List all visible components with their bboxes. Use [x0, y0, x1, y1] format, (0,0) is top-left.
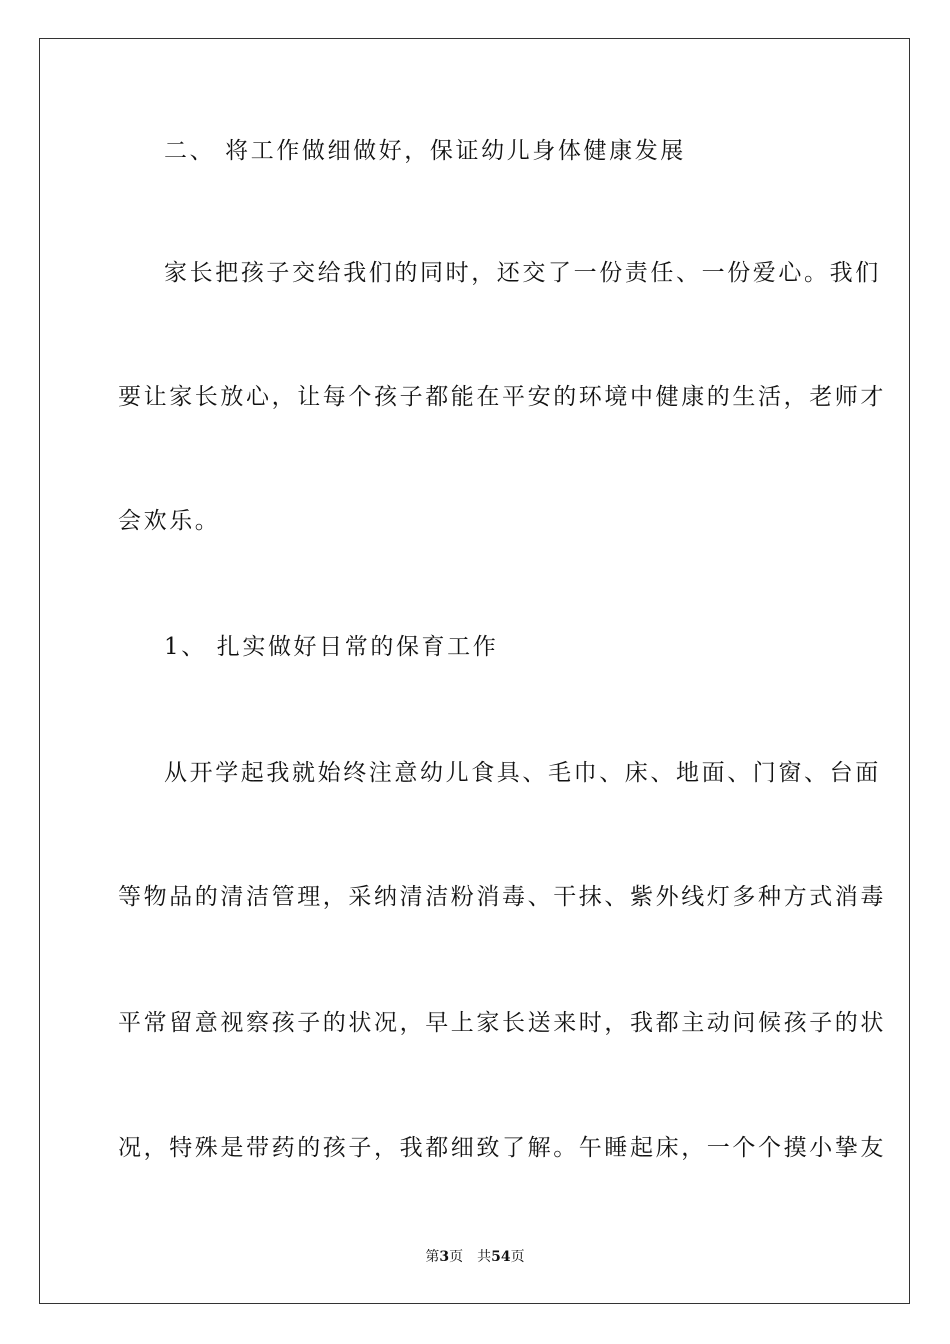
page-suffix: 页: [449, 1249, 464, 1265]
page-total: 54: [491, 1249, 511, 1265]
paragraph-line: 等物品的清洁管理，采纳清洁粉消毒、干抹、紫外线灯多种方式消毒: [118, 884, 886, 910]
page-frame: [39, 38, 910, 1304]
sub-heading: 1、 扎实做好日常的保育工作: [164, 634, 499, 660]
page-footer: [0, 1248, 950, 1266]
paragraph-line: 会欢乐。: [118, 508, 221, 534]
paragraph-line: 况，特殊是带药的孩子，我都细致了解。午睡起床，一个个摸小挚友: [118, 1135, 886, 1161]
paragraph-line: 家长把孩子交给我们的同时，还交了一份责任、一份爱心。我们: [164, 260, 881, 286]
page-current: 3: [439, 1249, 450, 1265]
paragraph-line: 要让家长放心，让每个孩子都能在平安的环境中健康的生活，老师才: [118, 384, 886, 410]
paragraph-line: 平常留意视察孩子的状况，早上家长送来时，我都主动问候孩子的状: [118, 1010, 886, 1036]
section-heading: 二、 将工作做细做好，保证幼儿身体健康发展: [164, 138, 686, 164]
paragraph-line: 从开学起我就始终注意幼儿食具、毛巾、床、地面、门窗、台面: [164, 760, 881, 786]
page-prefix: 第: [425, 1249, 440, 1265]
total-prefix: 共: [477, 1249, 492, 1265]
total-suffix: 页: [510, 1249, 525, 1265]
